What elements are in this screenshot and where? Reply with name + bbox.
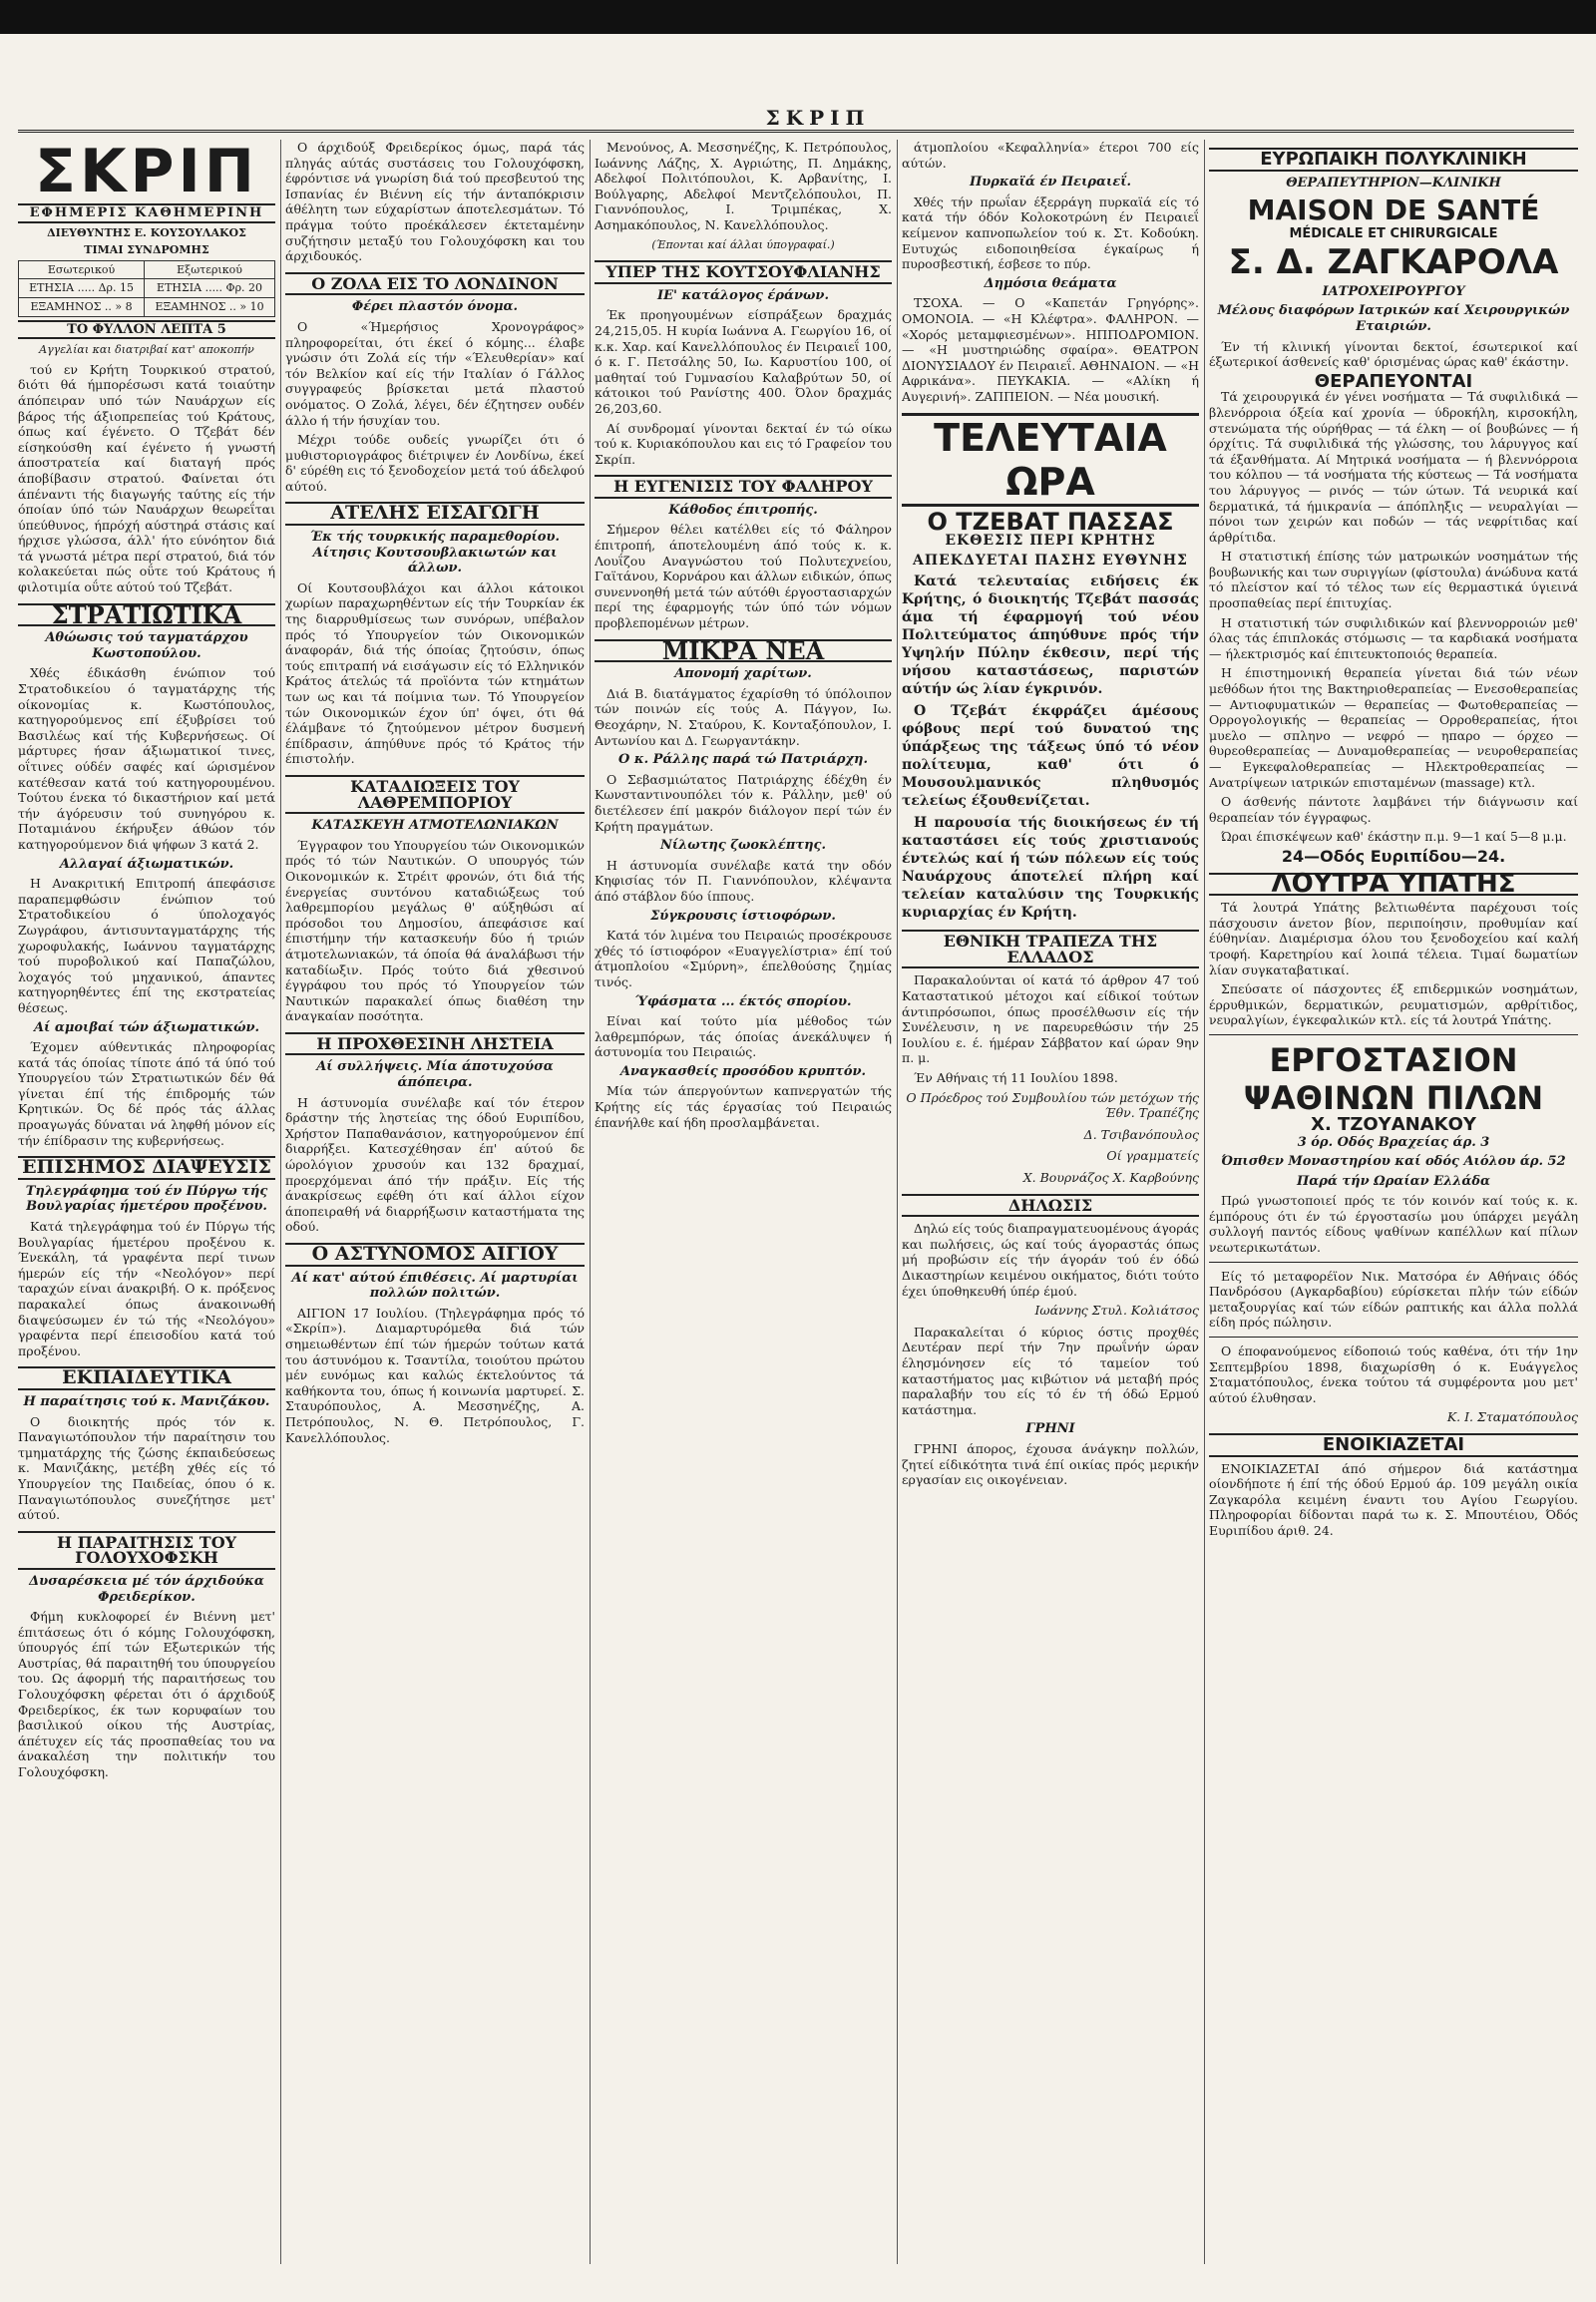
banner-subheadline: Ο ΤΖΕΒΑΤ ΠΑΣΣΑΣ: [927, 507, 1174, 536]
banner-subheadline: ΑΠΕΚΔΥΕΤΑΙ ΠΑΣΗΣ ΕΥΘΥΝΗΣ: [913, 552, 1188, 569]
news-item-title: ΓΡΗΝΙ: [1025, 1421, 1075, 1437]
subs-cell: ΕΤΗΣΙΑ ..... Φρ. 20: [145, 279, 275, 298]
article-text: Παρακαλείται ό κύριος όστις προχθές Δευτέραν περί τήν 7ην πρωΐνήν ώραν έλησμόνησεν είς τό ταμείον τού καταστήματος μας κιβώτιον νά μεταβή πρός παραλαβήν του είς τό έν τή όδώ Ερμού κατάστημα.: [902, 1324, 1199, 1417]
ad-address: Παρά τήν Ωραίαν Ελλάδα: [1296, 1173, 1491, 1189]
headline: ΕΚΠΑΙΔΕΥΤΙΚΑ: [18, 1366, 275, 1390]
signature: Χ. Βουρνάζος Χ. Καρβούνης: [1022, 1170, 1199, 1185]
headline: ΕΠΙΣΗΜΟΣ ΔΙΑΨΕΥΣΙΣ: [18, 1156, 275, 1180]
ad-text: Ώραι έπισκέψεων καθ' έκάστην π.μ. 9—1 καί 5—8 μ.μ.: [1221, 829, 1567, 845]
ad-text: Η έπιστημονική θεραπεία γίνεται διά τών νέων μεθόδων ήτοι της Βακτηριοθεραπείας — Ενεσοθεραπείας — Αντιοφυματικών — θεραπείας — Φωτοθεραπείας — Ορρογολογικής — θεραπείας — Ορροθεραπείας, ήτοι μυελο — σπληνο — νεφρό — ηπαρο — όρχεο — θυρεοθεραπείας — Δυναμοθεραπείας — νευροθεραπείας — Εγκεφαλοθεραπείας — Ηλεκτροθεραπείας — Ανατρίψεων ιατρικών επισταμένων (massage) κτλ.: [1209, 665, 1578, 790]
article-text: Φήμη κυκλοφορεί έν Βιέννη μετ' έπιτάσεως ότι ό κόμης Γολουχόφσκη, ύπουργός έπί τών Εξωτερικών τής Αυστρίας, θά παραιτηθή του ύπουργείου του. Ως άφορμή τής παραιτήσεως του Γολουχόφσκη φέρεται ότι ό άρχιδούξ Φρειδερίκος, έκ των κορυφαίων του βασιλικού οίκου τής Αυστρίας, άπέτυχεν είς τάς προσπαθείας του να άνακαλέση την πολιτικήν του Γολουχόφσκη.: [18, 1609, 275, 1780]
subheadline: Έκ τής τουρκικής παραμεθορίου. Αίτησις Κουτσουβλακιωτών και άλλων.: [309, 530, 561, 576]
ad-address: 3 όρ. Οδός Βραχείας άρ. 3: [1297, 1134, 1490, 1150]
subs-cell: ΕΞΑΜΗΝΟΣ .. » 8: [19, 297, 145, 316]
article-text: Σήμερον θέλει κατέλθει είς τό Φάληρον έπιτροπή, άποτελουμένη άπό τούς κ. κ. Λουΐζου Αναγνώστου τού Πολυτεχνείου, Γαϊτάνου, Κορνάρου και άλλων ειδικών, όπως συνεννοηθή μετά τών αύτόθι έργοστασιαρχών περί της έφαρμογής τών ύπό τών νόμων προβλεπομένων μέτρων.: [595, 522, 892, 631]
ad-text: Πρώ γνωστοποιεί πρός τε τόν κοινόν καί τούς κ. κ. έμπόρους ότι έν τώ έργοστασίω μου ύπάρχει μεγάλη συλλογή παντός είδους ψαθίνων καπέλλων καί πίλων νεωτερικωτάτων.: [1209, 1193, 1578, 1256]
ad-subtitle: Μέλους διαφόρων Ιατρικών καί Χειρουργικών Εταιριών.: [1217, 303, 1570, 334]
article-text: Η Ανακριτική Επιτροπή άπεφάσισε παραπεμφθώσιν ένώπιον τού Στρατοδικείου ό ύπολοχαγός Ζωγράφου, άντισυνταγματάρχης τής χωροφυλακής, Ιωάννου ταγματάρχης τού πυροβολικού καί Παπαζώλου, λοχαγός τού μηχανικού, άπαντες κατηγορηθέντες έπί της εκστρατείας θέσεως.: [18, 876, 275, 1015]
subheadline: Αί αμοιβαί τών άξιωματικών.: [33, 1019, 260, 1035]
masthead: [18, 140, 275, 358]
subheadline: Δυσαρέσκεια μέ τόν άρχιδούκα Φρειδερίκον.: [29, 1573, 264, 1605]
ad-text: Τά χειρουργικά έν γένει νοσήματα — Τά συφιλιδικά — βλενόρροια όξεία καί χρονία — ύδροκήλη, κιρσοκήλη, στενώματα τής ούρήθρας — τά έλκη — οί βουβώνες — ή όρχίτις. Τά συφιλιδικά τής γλώσσης, του λάρυγγος καί τά έξανθήματα. Αί Μητρικά νοσήματα — ή βλεννόρροια του κόλπου — τά νοσήματα τής κύστεως — Τά νοσήματα του λάρυγγος — ρινός — τών ώτων. Τά νευρικά καί δερματικά, τά ήμικρανία — άπόπληξις — νευραλγίαι — πόνοι των χειρών και ποδών — τάς νεφρίτιδας καί άρθρίτιδα.: [1209, 389, 1578, 545]
ad-subtitle: ΙΑΤΡΟΧΕΙΡΟΥΡΓΟΥ: [1322, 283, 1465, 299]
headline: ΑΤΕΛΗΣ ΕΙΣΑΓΩΓΗ: [285, 502, 585, 526]
divider: [1209, 1262, 1578, 1263]
article-text: ΤΣΟΧΑ. — Ο «Καπετάν Γρηγόρης». ΟΜΟΝΟΙΑ. — «Η Κλέφτρα». ΦΑΛΗΡΟΝ. — «Χορός μεταμφιεσμένων». ΗΠΠΟΔΡΟΜΙΟΝ. — «Η μυστηριώδης σφαίρα». ΘΕΑΤΡΟΝ ΔΙΟΝΥΣΙΑΔΟΥ έν Πειραιεΐ. ΑΘΗΝΑΙΟΝ. — «Η Αφρικάνα». ΠΕΥΚΑΚΙΑ. — «Αλίκη ή Αυγερινή». ΖΑΠΠΕΙΟΝ. — Νέα μουσική.: [902, 295, 1199, 404]
headline: ΥΠΕΡ ΤΗΣ ΚΟΥΤΣΟΥΦΛΙΑΝΗΣ: [595, 260, 892, 284]
headline: Ο ΖΟΛΑ ΕΙΣ ΤΟ ΛΟΝΔΙΝΟΝ: [285, 272, 585, 296]
ad-heading: ΘΕΡΑΠΕΥΟΝΤΑΙ: [1314, 370, 1473, 392]
banner-subheadline: ΕΚΘΕΣΙΣ ΠΕΡΙ ΚΡΗΤΗΣ: [945, 533, 1156, 550]
article-text: Ο διοικητής πρός τόν κ. Παναγιωτόπουλον τήν παραίτησιν του τμηματάρχης τής ζώσης έκπαιδεύσεως κ. Μανιζάκης, μετέβη χθές είς τό Υπουργείον της Παιδείας, όπου ό κ. Παναγιωτόπουλος συνεζήτησε μετ' αύτού.: [18, 1413, 275, 1523]
subheadline: ΚΑΤΑΣΚΕΥΗ ΑΤΜΟΤΕΛΩΝΙΑΚΩΝ: [311, 818, 559, 834]
subheadline: Κάθοδος έπιτροπής.: [668, 502, 818, 518]
ad-title: MAISON DE SANTÉ: [1247, 193, 1540, 227]
running-head: ΣΚΡΙΠ: [765, 106, 871, 130]
ad-address: Όπισθεν Μοναστηρίου καί οδός Αιόλου άρ. 52: [1221, 1154, 1566, 1170]
column-5-ads: [1209, 140, 1578, 2264]
ad-text: Τά λουτρά Υπάτης βελτιωθέντα παρέχουσι τοίς πάσχουσιν άνετον βίον, περιποίησιν, προθυμίαν καί έύθηνίαν. Διαμέρισμα όλου του ξενοδοχείου καί καλή τροφή. Καρετηρίου καί λοιπά τέλεια. Τιμαί δωματίων λίαν συγκαταβατικαί.: [1209, 900, 1578, 977]
ad-subtitle: MÉDICALE ET CHIRURGICALE: [1289, 226, 1498, 242]
ad-text: Ο έποφανούμενος είδοποιώ τούς καθένα, ότι τήν 1ην Σεπτεμβρίου 1898, διαχωρίσθη ό κ. Ευάγγελος Σταματόπουλος, ένεκα τούτου τά συμφέροντα μου μετ' αύτού έλυθησαν.: [1209, 1343, 1578, 1405]
article-text: Ο άρχιδούξ Φρειδερίκος όμως, παρά τάς πληγάς αύτάς συστάσεις του Γολουχόφσκη, έφρόντισε νά γνωρίση διά τού πρεσβευτού της Ισπανίας έν Βιέννη είς τήν άνταπόκρισιν άθέλητη των εύχαρίστων άποτελεσμάτων. Τό πράγμα τούτο προέκάλεσεν έκτεταμένην συζήτησιν μεταξύ του Γολουχόφσκη και του άρχιδουκός.: [285, 140, 585, 264]
article-text: Παρακαλούνται οί κατά τό άρθρον 47 τού Καταστατικού μέτοχοι καί είδικοί τούτων άντιπρόσωποι, όπως προσέλθωσιν είς τήν Συνέλευσιν, η νε παρευρεθώσιν τήν 25 Ιουλίου ε. έ. ήμέραν Σάββατον καί ώραν 9ην π. μ.: [902, 972, 1199, 1066]
newspaper-logo: ΣΚΡΙΠ: [35, 140, 258, 206]
note-text: (Έπονται καί άλλαι ύπογραφαί.): [651, 237, 835, 251]
news-item-title: Πυρκαϊά έν Πειραιεΐ.: [969, 175, 1132, 191]
subheadline: Αί κατ' αύτού έπιθέσεις. Αί μαρτυρίαι πολλών πολιτών.: [291, 1270, 579, 1302]
article-text: Κατά τόν λιμένα του Πειραιώς προσέκρουσε χθές τό ίστιοφόρον «Ευαγγελίστρια» έπί τού άτμοπλοίου «Σμύρνη», έπελθούσης ζημίας τινός.: [595, 928, 892, 989]
column-divider: [280, 140, 281, 2264]
ad-text: Ο άσθενής πάντοτε λαμβάνει τήν διάγνωσιν καί θεραπείαν τόν έγγραφως.: [1209, 794, 1578, 825]
headline: ΔΗΛΩΣΙΣ: [902, 1194, 1199, 1218]
article-text: Κατά τελευταίας ειδήσεις έκ Κρήτης, ό διοικητής Τζεβάτ πασσάς άμα τή έφαρμογή τού νέου Πολιτεύματος άπηύθυνε πρός τήν Υψηλήν Πύλην έκθεσιν, περί τής νήσου καταστάσεως, παριστών αύτήν ώς λίαν έγκρινόν.: [902, 574, 1199, 698]
divider: [1209, 1034, 1578, 1035]
article-text: Μέχρι τούδε ουδείς γνωρίζει ότι ό μυθιστοριογράφος διέτριψεν έν Λονδίνω, έκεί δ' εύρέθη εις τό ξενοδοχείον μετά τού άδελφού αύτού.: [285, 432, 585, 494]
article-text: Ο Σεβασμιώτατος Πατριάρχης έδέχθη έν Κωνσταντινουπόλει τόν κ. Ράλλην, μεθ' ού διετέλεσεν έπί μακρόν διάλογον περί τών έν Κρήτη πραγμάτων.: [595, 771, 892, 834]
ad-title: ΛΟΥΤΡΑ ΥΠΑΤΗΣ: [1209, 873, 1578, 897]
ad-text: ΕΝΟΙΚΙΑΖΕΤΑΙ άπό σήμερον διά κατάστημα οίονδήποτε ή έπί τής όδού Ερμού άρ. 109 μεγάλη οικία Ζαγκαρόλα κειμένη έναντι του Αγίου Γεωργίου. Πληροφορίαι δίδονται παρά τω κ. Σ. Μπουτέιου, Όδός Ευριπίδου άριθ. 24.: [1209, 1460, 1578, 1538]
article-text: Διά Β. διατάγματος έχαρίσθη τό ύπόλοιπον τών ποινών είς τούς Α. Πάγγον, Ιω. Θεοχάρην, Ν. Σταύρου, Κ. Κονταξόπουλον, Ι. Αντωνίου και Δ. Γεωργαντάκην.: [595, 685, 892, 748]
headline: Η ΠΑΡΑΙΤΗΣΙΣ ΤΟΥ ΓΟΛΟΥΧΟΦΣΚΗ: [18, 1531, 275, 1570]
ad-text: Είς τό μεταφορέϊον Νικ. Ματσόρα έν Αθήναις όδός Πανδρόσου (Αγκαρδαβίου) εύρίσκεται πλήν τών είδών μεταξουργίας καί τών είδών ραπτικής και άλλα πολλά είδη πρός πώλησιν.: [1209, 1268, 1578, 1331]
signature: Οί γραμματείς: [1106, 1148, 1199, 1164]
headline: Ο ΑΣΤΥΝΟΜΟΣ ΑΙΓΙΟΥ: [285, 1243, 585, 1267]
article-text: Ο Τζεβάτ έκφράζει άμέσους φόβους περί τού δυνατού της ύπάρξεως της τάξεως ύπό τό νέον πολίτευμα, καθ' ότι ό Μουσουλμανικός πληθυσμός τελείως έξουθενίζεται.: [902, 703, 1199, 810]
subs-cell: ΕΞΑΜΗΝΟΣ .. » 10: [145, 297, 275, 316]
article-text: τού εν Κρήτη Τουρκικού στρατού, διότι θά ήμπορέσωσι κατά τοιαύτην άπόπειραν υπό τών Ναυάρχων είς βάρος τής άξιοπρεπείας τού Κράτους, όπως καί έγένετο. Ο Τζεβάτ δέν είσηκούσθη καί έγένετο ή γνωστή άποστρατεία καί διαταγή πρός άποβίβασιν στρατού. Φαίνεται ότι άπέναντι τής διαγωγής ταύτης είς τήν όποίαν ύπό τών Ναυάρχων θεωρεΐται ύπεύθυνος, ήπρόχή αύστηρά στάσις καί ήρχισε γλώσσα, άλλ' ήτο εύνόητον διά τά γνωστά μέτρα περί στρατού, διά τόν κολακεύεται πώς οΰτε τού Κράτους ή φιλοτιμία οΰτε αύτού τού Τζεβάτ.: [18, 361, 275, 595]
news-item-title: Δημόσια θεάματα: [984, 275, 1117, 291]
top-band: [0, 0, 1596, 34]
article-text: Είναι καί τούτο μία μέθοδος τών λαθρεμπόρων, τάς όποίας άνεκάλυψεν ή άστυνομία του Πειραιώς.: [595, 1013, 892, 1060]
subheadline: Απονομή χαρίτων.: [674, 666, 812, 682]
headline: ΕΘΝΙΚΗ ΤΡΑΠΕΖΑ ΤΗΣ ΕΛΛΑΔΟΣ: [902, 930, 1199, 968]
column-3: [595, 140, 892, 2264]
headline: Η ΠΡΟΧΘΕΣΙΝΗ ΛΗΣΤΕΙΑ: [285, 1032, 585, 1056]
headline: ΜΙΚΡΑ ΝΕΑ: [595, 639, 892, 663]
masthead-director: ΔΙΕΥΘΥΝΤΗΣ Ε. ΚΟΥΣΟΥΛΑΚΟΣ: [47, 225, 246, 239]
headline: ΚΑΤΑΔΙΩΞΕΙΣ ΤΟΥ ΛΑΘΡΕΜΠΟΡΙΟΥ: [285, 775, 585, 814]
ad-name: Χ. ΤΖΟΥΑΝΑΚΟΥ: [1311, 1113, 1476, 1135]
ad-address: 24—Οδός Ευριπίδου—24.: [1281, 846, 1506, 866]
news-item-title: Νίλωτης ζωοκλέπτης.: [660, 838, 826, 854]
news-item-title: Αναγκασθείς προσόδου κρυπτόν.: [619, 1063, 867, 1079]
signature: Κ. Ι. Σταματόπουλος: [1446, 1409, 1578, 1425]
subs-cell: ΕΤΗΣΙΑ ..... Δρ. 15: [19, 279, 145, 298]
article-text: Η άστυνομία συνέλαβε κατά την οδόν Κηφισίας τόν Π. Γιαννόπουλον, κλέψαντα άπό στάβλον δύο ίππους.: [595, 857, 892, 904]
headline: ΣΤΡΑΤΙΩΤΙΚΑ: [18, 603, 275, 627]
subheadline: Αί συλλήψεις. Μία άποτυχούσα άπόπειρα.: [316, 1059, 554, 1091]
column-4: [902, 140, 1199, 2264]
ad-title: ΨΑΘΙΝΩΝ ΠΙΛΩΝ: [1243, 1078, 1544, 1117]
article-text: άτμοπλοίου «Κεφαλληνία» έτεροι 700 είς αύτών.: [902, 140, 1199, 171]
article-text: Ο «Ήμερήσιος Χρονογράφος» πληροφορείται, ότι έκεί ό κόμης... έλαβε γνώσιν ότι Ζολά είς τήν «Έλευθερίαν» καί τόν Βελκίον καί είς τήν Ιταλίαν ό Γάλλος συγγραφεύς βρίσκεται μετά πλαστού ονόματος. Ο Ζολά, λέγει, δέν έζητησεν ουδέν άλλο ή τήν ήσυχίαν του.: [285, 318, 585, 428]
article-text: Δηλώ είς τούς διαπραγματευομένους άγοράς και πωλήσεις, ώς καί τούς άγοραστάς όπως μή προβώσιν είς τήν άγοράν τού έν όδώ Δικαστηρίων κειμένου οικήματος, διότι τούτο έχει ύποθηκευθή ύπέρ έμού.: [902, 1221, 1199, 1299]
article-text: Οί Κουτσουβλάχοι και άλλοι κάτοικοι χωρίων παραχωρηθέντων είς τήν Τουρκίαν έκ της διαρρυθμίσεως των συνόρων, υπέβαλον πρός τό Υπουργείον τών Οικονομικών άναφοράν, διά τής όποίας ζητούσιν, όπως τούς επιτραπή νά εισάγωσιν είς τό Ελληνικόν Κράτος άτελώς τά προϊόντα τών κτημάτων των ως και τά ποίμνια των. Τό Υπουργείον τών Οικονομικών έχον ύπ' όψει, ότι θά έλάμβανε τό ζητούμενον μέτρον δυσμενή έπίδρασιν, άπηύθυνε πρός τό Κράτος τήν έπιστολήν.: [285, 579, 585, 767]
article-text: ΑΙΓΙΟΝ 17 Ιουλίου. (Τηλεγράφημα πρός τό «Σκρίπ»). Διαμαρτυρόμεθα διά τών σημειωθέντων έπί τών ήμερών τούτων κατά του άστυνόμου κ. Τσαντίλα, τοιούτου πρώτου μέν ευνόμως και καλώς έκτελούντος τά καθήκοντα του, όπως ή κοινωνία μαρτυρεί. Σ. Σταυρόπουλος, Α. Μεσσηνέζης, Α. Πετρόπουλος, Ν. Θ. Πετρόπουλος, Γ. Κανελλόπουλος.: [285, 1305, 585, 1445]
divider: [1209, 1337, 1578, 1338]
subheadline: ΙΕ' κατάλογος έράνων.: [657, 287, 829, 303]
column-1: [18, 140, 275, 2264]
ad-title: ΕΝΟΙΚΙΑΖΕΤΑΙ: [1209, 1433, 1578, 1457]
article-text: Χθές έδικάσθη ένώπιον τού Στρατοδικείου ό ταγματάρχης τής οίκονομίας κ. Κωστόπουλος, κατηγορούμενος επί έξυβρίσει τού Βασιλέως καί τής Κυβερνήσεως. Οί μάρτυρες ήσαν άξιωματικοί τινες, οΐτινες ούδέν σαφές καί ώρισμένον κατέθεσαν κατά τού κατηγορουμένου. Τούτου ένεκα τό δικαστήριον καί μετά τήν άγόρευσιν τού συνηγόρου κ. Ποταμιάνου έκήρυξεν άθώον τόν κατηγορούμενον διά ψήφων 3 κατά 2.: [18, 665, 275, 852]
column-divider: [1204, 140, 1205, 2264]
ad-title: ΕΡΓΟΣΤΑΣΙΟΝ: [1269, 1040, 1518, 1079]
ads-note: Αγγελίαι και διατριβαί κατ' αποκοπήν: [39, 343, 254, 357]
subheadline: Αλλαγαί άξιωματικών.: [59, 856, 234, 872]
article-text: Κατά τηλεγράφημα τού έν Πύργω τής Βουλγαρίας ήμετέρου προξένου κ. Ένεκάλη, τά γραφέντα περί τινων ήμερών είς τήν «Νεολόγον» περί ταραχών είναι άνακριβή. Ο κ. πρόξενος παρακαλεί όπως άνακοινωθή διαψεύσωμεν έν τώ τής «Νεολόγου» γραφέντα περί έπεισοδίου κατά τού προξένου.: [18, 1219, 275, 1358]
article-text: ΓΡΗΝΙ άπορος, έχουσα άνάγκην πολλών, ζητεί είδικότητα τινά έπί οικίας πρός μερικήν εργασίαν εις οικογένειαν.: [902, 1440, 1199, 1488]
signature: Δ. Τσιβανόπουλος: [1083, 1126, 1199, 1142]
headline: Η ΕΥΓΕΝΙΣΙΣ ΤΟΥ ΦΑΛΗΡΟΥ: [595, 475, 892, 499]
article-text: Μία τών άπεργούντων καπνεργατών τής Κρήτης είς τάς έργασίας τού Πειραιώς έπανήλθε καί ήδη προσλαμβάνεται.: [595, 1083, 892, 1130]
news-item-title: Ο κ. Ράλλης παρά τώ Πατριάρχη.: [617, 752, 869, 768]
ad-text: Η στατιστική έπίσης τών ματρωικών νοσημάτων τής βουβωνικής και των συριγγίων (φίστουλα) άνώδυνα κατά τό πλείστον καί τό τέλος των είς θερμαστικά ύγιεινά προσπαθείας περί έπιτυχίας.: [1209, 549, 1578, 611]
ad-text: Σπεύσατε οί πάσχοντες έξ επιδερμικών νοσημάτων, έρρυθμικών, δερματικών, ρευματισμών, αρθρίτιδος, νευραλγίων, έγκεφαλικών κτλ. είς τά λουτρά Υπάτης.: [1209, 981, 1578, 1028]
signature: Ο Πρόεδρος τού Συμβουλίου τών μετόχων τής Έθν. Τραπέζης: [906, 1089, 1199, 1121]
article-text: Η άστυνομία συνέλαβε καί τόν έτερον δράστην τής ληστείας της όδού Ευριπίδου, Χρήστον Παπαθανάσιον, κατηγορούμενον έπί διαρρήξει. Κατεσχέθησαν έπ' αύτού δε ώρολόγιον χρυσούν και 132 δραχμαί, προερχόμεναι άπό τήν πράξιν. Είς τής άνακρίσεως εφέθη ότι καί άλλοι είχον άποπειραθή νά διαρρήξωσιν καταστήματα της οδού.: [285, 1094, 585, 1235]
issue-price: ΤΟ ΦΥΛΛΟΝ ΛΕΠΤΑ 5: [18, 320, 275, 340]
ad-title: ΕΥΡΩΠΑΙΚΗ ΠΟΛΥΚΛΙΝΙΚΗ: [1209, 148, 1578, 172]
article-text: Έκ προηγουμένων είσπράξεων δραχμάς 24,215,05. Η κυρία Ιωάννα Α. Γεωργίου 16, οί κ.κ. Χαρ. καί Κανελλόπουλος έν Πειραιεΐ 100, ό κ. Γ. Πετσάλης 50, Ιω. Καρυστίου 100, οί μαθηταί τού Γυμνασίου Καλαβρύτων 50, οί κάτοικοι τού Ρανίστης 400. Όλον δραχμάς 26,203,60.: [595, 307, 892, 416]
subheadline: Φέρει πλαστόν όνομα.: [351, 299, 519, 315]
article-text: Η παρουσία τής διοικήσεως έν τή καταστάσει είς τούς χριστιανούς έντελώς καί ή τών πόλεων είς τούς Ναυάρχους άποτελεί πλήρη καί τελείαν καταλύσιν της Τουρκικής κυριαρχίας έν Κρήτη.: [902, 815, 1199, 922]
subscription-heading: ΤΙΜΑΙ ΣΥΝΔΡΟΜΗΣ: [84, 243, 209, 257]
subheadline: Τηλεγράφημα τού έν Πύργω τής Βουλγαρίας ήμετέρου προξένου.: [25, 1183, 268, 1215]
article-text: Έγγραφον του Υπουργείου τών Οικονομικών πρός τό τών Ναυτικών. Ο υπουργός τών Οικονομικών κ. Στρέιτ φρονών, ότι διά τής ένεργείας συντόνου καταδιώξεως τού λαθρεμπορίου μεγάλως θ' αύξηθώσι αί πρόσοδοι του Δημοσίου, άπεφάσισε καί έπιστήμην τήν κατασκευήν δύο ή τριών άτμοτελωνιακών, τά όποία θά άναλάβωσι τήν καταδίωξιν. Πρός τούτο διά χθεσινού έγγράφου του πρός τό Υπουργείον τών Ναυτικών παρακαλεί όπως διαθέση την άναγκαίαν ποσότητα.: [285, 837, 585, 1024]
column-2: [285, 140, 585, 2264]
column-divider: [897, 140, 898, 2264]
subscription-table: [18, 260, 275, 317]
news-item-title: Σύγκρουσις ίστιοφόρων.: [650, 908, 836, 924]
ad-text: Έν τή κλινική γίνονται δεκτοί, έσωτερικοί καί έξωτερικοί άσθενείς καθ' όρισμένας ώρας καθ' έκάστην.: [1209, 338, 1578, 370]
subs-cell: Εσωτερικού: [19, 260, 145, 279]
article-text: Έχομεν αύθεντικάς πληροφορίας κατά τάς όποίας τίποτε άπό τά ύπό τού Υπουργείου τών Στρατιωτικών δέν θά γίνεται έπί τής έπιδρομής τών Κρητικών. Ός δέ πρός τάς άλλας προαγωγάς δύναται νά ληφθή μόνον είς τήν έπίδρασιν της κυβερνήσεως.: [18, 1039, 275, 1148]
subs-cell: Εξωτερικού: [145, 260, 275, 279]
ad-name: Σ. Δ. ΖΑΓΚΑΡΟΛΑ: [1228, 241, 1559, 282]
article-text: Μενούνος, Α. Μεσσηνέζης, Κ. Πετρόπουλος, Ιωάννης Λάζης, Χ. Αγριώτης, Π. Δημάκης, Αδελφοί Πολιτόπουλοι, Κ. Αρβανίτης, Ι. Βούλγαρης, Αδελφοί Μεντζελόπουλοι, Π. Γιαννόπουλος, Ι. Τριμπέκας, Χ. Ασημακόπουλος, Ν. Κανελλόπουλος.: [595, 140, 892, 232]
article-text: Χθές τήν πρωΐαν έξερράγη πυρκαϊά είς τό κατά τήν όδόν Κολοκοτρώνη έν Πειραιεΐ κείμενον καπνοπωλείον τού κ. Στ. Κοδούκη. Ευτυχώς ειδοποιηθείσα έγκαίρως ή πυροσβεστική, έσβεσε το πύρ.: [902, 193, 1199, 272]
subheadline: Η παραίτησις τού κ. Μανιζάκου.: [23, 1393, 270, 1409]
masthead-tagline: ΕΦΗΜΕΡΙΣ ΚΑΘΗΜΕΡΙΝΗ: [18, 203, 275, 223]
signature: Ιωάννης Στυλ. Κολιάτσος: [1034, 1303, 1199, 1319]
ad-subtitle: ΘΕΡΑΠΕΥΤΗΡΙΟΝ—ΚΛΙΝΙΚΗ: [1286, 175, 1501, 191]
ad-text: Η στατιστική τών συφιλιδικών καί βλεννορροιών μεθ' όλας τάς έπιπλοκάς στόμωσις — τα καρδιακά νοσήματα — ήλεκτρισμός καί έπιτευκτοποιός θεραπεία.: [1209, 614, 1578, 661]
top-rule: [18, 130, 1574, 133]
article-text: Έν Αθήναις τή 11 Ιουλίου 1898.: [914, 1070, 1118, 1086]
column-divider: [590, 140, 591, 2264]
banner-headline: ΤΕΛΕΥΤΑΙΑ ΩΡΑ: [902, 413, 1199, 507]
news-item-title: Ύφάσματα ... έκτός σπορίου.: [634, 993, 852, 1009]
article-text: Αί συνδρομαί γίνονται δεκταί έν τώ οίκω τού κ. Κυριακόπουλου και εις τό Γραφείον του Σκρίπ.: [595, 420, 892, 467]
subheadline: Αθώωσις τού ταγματάρχου Κωστοπούλου.: [45, 630, 248, 661]
